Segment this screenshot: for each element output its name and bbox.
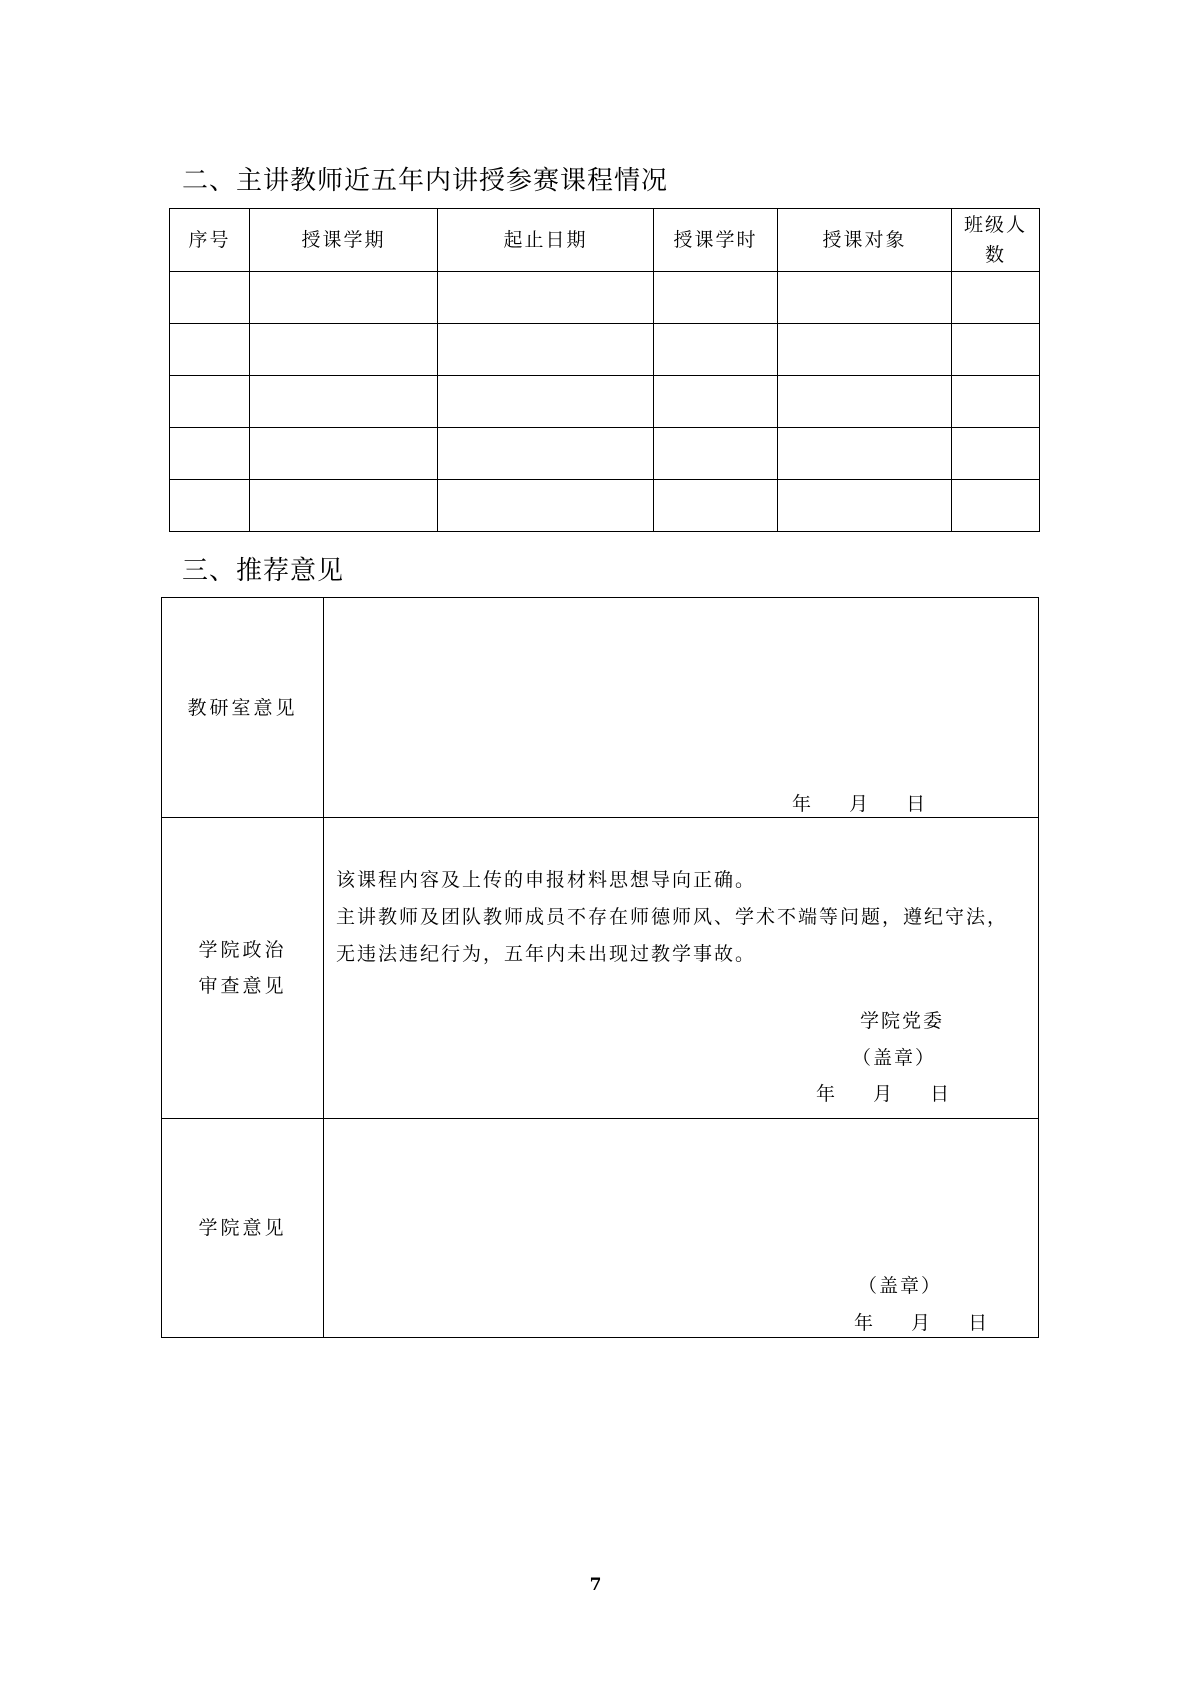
recommendation-table	[161, 597, 1039, 1338]
table-cell[interactable]	[250, 324, 438, 376]
table-cell[interactable]	[778, 480, 952, 532]
section-3-title: 三、推荐意见	[182, 556, 345, 586]
table-cell[interactable]	[952, 376, 1040, 428]
political-review-seal: （盖章）	[852, 1047, 937, 1069]
table-cell[interactable]	[654, 376, 778, 428]
table-row	[170, 480, 1040, 532]
table-row	[170, 324, 1040, 376]
teaching-office-opinion-cell[interactable]	[324, 598, 1039, 818]
table-row	[170, 376, 1040, 428]
table-cell[interactable]	[654, 480, 778, 532]
header-cell-hours: 授课学时	[654, 209, 778, 272]
table-cell[interactable]	[250, 428, 438, 480]
table-cell[interactable]	[952, 324, 1040, 376]
table-cell[interactable]	[438, 376, 654, 428]
table-cell[interactable]	[170, 324, 250, 376]
college-label: 学院意见	[162, 1119, 324, 1338]
table-cell[interactable]	[438, 324, 654, 376]
table-cell[interactable]	[170, 428, 250, 480]
table-cell[interactable]	[778, 272, 952, 324]
table-cell[interactable]	[952, 428, 1040, 480]
header-cell-semester: 授课学期	[250, 209, 438, 272]
table-cell[interactable]	[778, 428, 952, 480]
table-cell[interactable]	[952, 272, 1040, 324]
political-review-date: 年 月 日	[816, 1083, 952, 1105]
college-opinion-cell[interactable]	[324, 1119, 1039, 1338]
college-seal: （盖章）	[858, 1275, 943, 1297]
political-review-statement: 该课程内容及上传的申报材料思想导向正确。 主讲教师及团队教师成员不存在师德师风、学术不端等问题，遵纪守法， 无违法违纪行为，五年内未出现过教学事故。	[336, 869, 1009, 965]
table-cell[interactable]	[170, 272, 250, 324]
course-history-table	[169, 208, 1040, 532]
table-cell[interactable]	[170, 480, 250, 532]
table-cell[interactable]	[250, 376, 438, 428]
header-cell-index: 序号	[170, 209, 250, 272]
table-row	[170, 272, 1040, 324]
header-cell-date-range: 起止日期	[438, 209, 654, 272]
table-cell[interactable]	[778, 376, 952, 428]
table-cell[interactable]	[438, 428, 654, 480]
table-cell[interactable]	[654, 324, 778, 376]
table-cell[interactable]	[250, 272, 438, 324]
table-cell[interactable]	[654, 272, 778, 324]
political-review-label: 学院政治 审查意见	[162, 818, 324, 1119]
table-cell[interactable]	[778, 324, 952, 376]
teaching-office-label: 教研室意见	[162, 598, 324, 818]
teaching-office-date: 年 月 日	[792, 793, 928, 815]
political-review-opinion-cell	[324, 818, 1039, 1119]
table-row	[170, 428, 1040, 480]
table-cell[interactable]	[654, 428, 778, 480]
table-cell[interactable]	[438, 480, 654, 532]
teaching-office-row	[162, 598, 1039, 818]
header-cell-audience: 授课对象	[778, 209, 952, 272]
table-header-row	[170, 209, 1040, 272]
table-cell[interactable]	[438, 272, 654, 324]
party-committee-signer: 学院党委	[860, 1010, 945, 1032]
college-row	[162, 1119, 1039, 1338]
section-2-title: 二、主讲教师近五年内讲授参赛课程情况	[182, 166, 669, 196]
table-cell[interactable]	[170, 376, 250, 428]
political-review-row	[162, 818, 1039, 1119]
page-number: 7	[589, 1575, 602, 1595]
header-cell-class-size: 班级人 数	[952, 209, 1040, 272]
table-cell[interactable]	[250, 480, 438, 532]
table-cell[interactable]	[952, 480, 1040, 532]
college-date: 年 月 日	[854, 1312, 990, 1334]
